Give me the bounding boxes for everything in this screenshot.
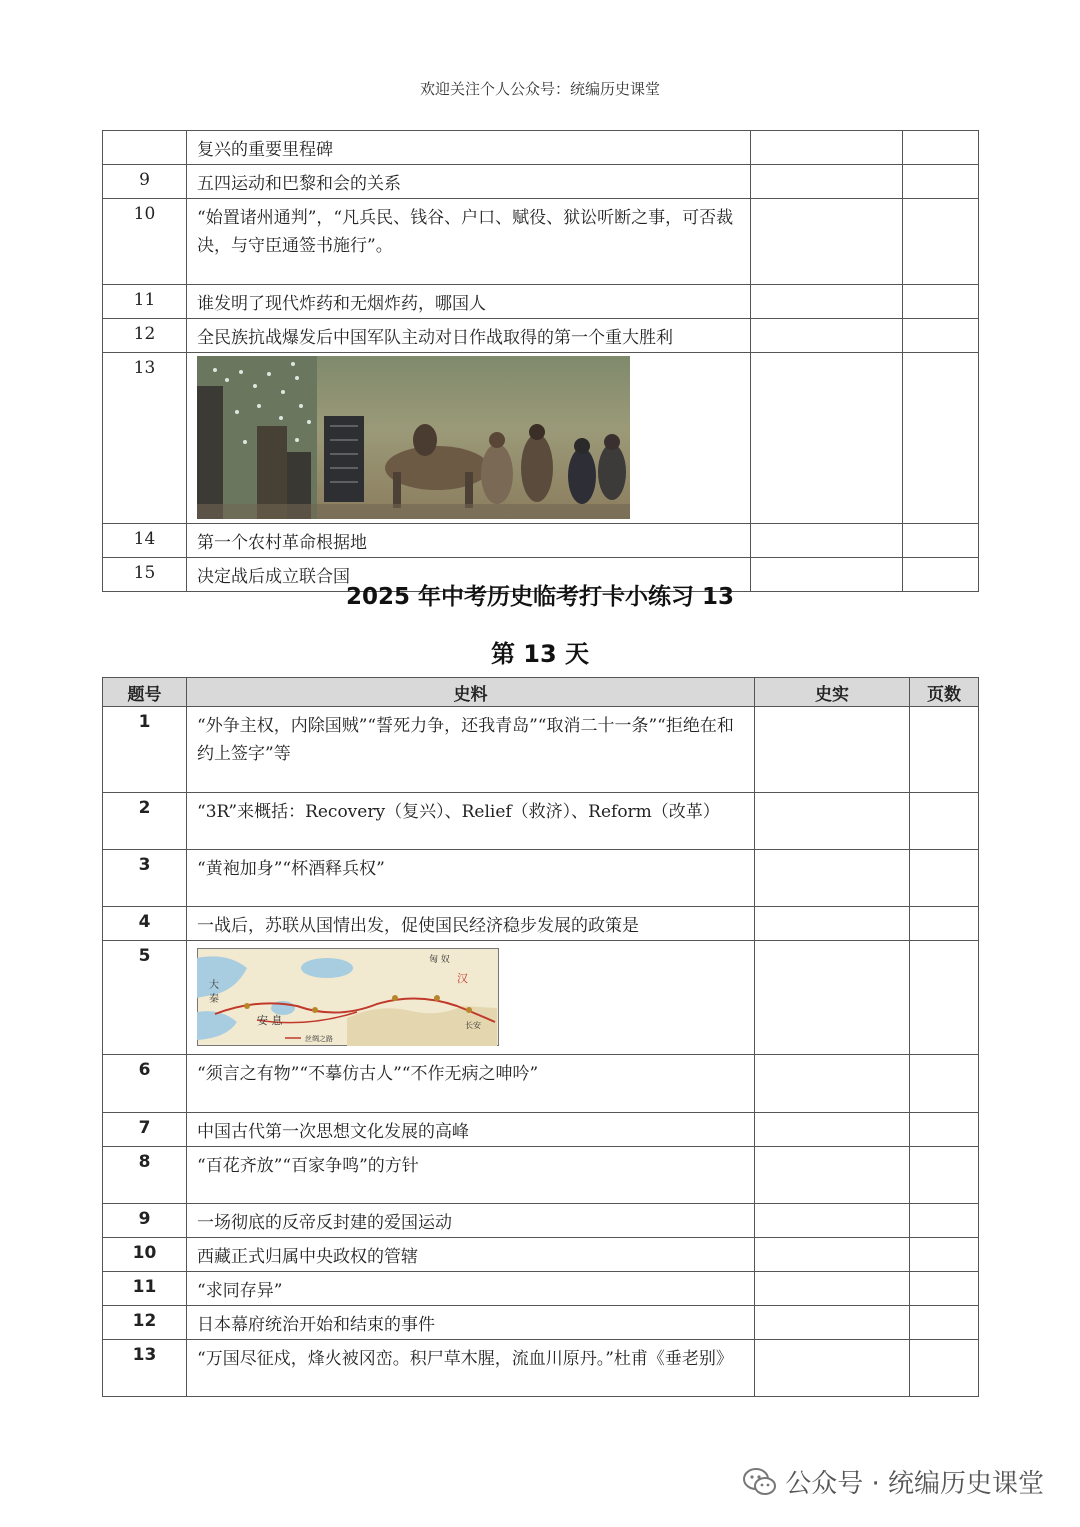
row-source: 中国古代第一次思想文化发展的高峰 xyxy=(187,1113,755,1147)
table-row xyxy=(103,941,979,1055)
row-number: 11 xyxy=(103,1272,187,1306)
row-number: 9 xyxy=(103,1204,187,1238)
map-label-han: 汉 xyxy=(457,972,468,985)
header-page: 页数 xyxy=(910,678,979,707)
table-row xyxy=(103,1055,979,1113)
row-source: “万国尽征戍，烽火被冈峦。积尸草木腥，流血川原丹。”杜甫《垂老别》 xyxy=(187,1340,755,1397)
row-source: “求同存异” xyxy=(187,1272,755,1306)
row-number: 13 xyxy=(103,1340,187,1397)
header-source: 史料 xyxy=(187,678,755,707)
table-row xyxy=(103,1306,979,1340)
fact-cell[interactable] xyxy=(755,1340,910,1397)
map-label-qin: 秦 xyxy=(209,994,219,1005)
table-header-row xyxy=(103,678,979,707)
page-cell[interactable] xyxy=(903,131,979,165)
page-cell[interactable] xyxy=(903,165,979,199)
page-cell[interactable] xyxy=(910,1306,979,1340)
page-cell[interactable] xyxy=(910,1147,979,1204)
page-cell[interactable] xyxy=(910,907,979,941)
page-cell[interactable] xyxy=(903,285,979,319)
page-cell[interactable] xyxy=(903,524,979,558)
table-row xyxy=(103,165,979,199)
row-source: 全民族抗战爆发后中国军队主动对日作战取得的第一个重大胜利 xyxy=(187,319,751,353)
page-cell[interactable] xyxy=(903,319,979,353)
map-label-xiongnu: 匈 奴 xyxy=(429,955,450,965)
row-source: “3R”来概括：Recovery（复兴）、Relief（救济）、Reform（改革） xyxy=(187,793,755,850)
row-number: 7 xyxy=(103,1113,187,1147)
table-row xyxy=(103,524,979,558)
page-cell[interactable] xyxy=(910,1204,979,1238)
footer-watermark xyxy=(743,1463,1044,1500)
table-row xyxy=(103,793,979,850)
table-row xyxy=(103,1238,979,1272)
mural-image xyxy=(197,356,630,519)
map-label-anxi: 安 息 xyxy=(257,1014,283,1027)
fact-cell[interactable] xyxy=(755,1204,910,1238)
fact-cell[interactable] xyxy=(751,524,903,558)
header-note: 欢迎关注个人公众号：统编历史课堂 xyxy=(419,80,660,98)
row-number: 3 xyxy=(103,850,187,907)
row-number: 1 xyxy=(103,707,187,793)
table-row xyxy=(103,907,979,941)
page-cell[interactable] xyxy=(910,1238,979,1272)
row-source xyxy=(187,941,755,1055)
fact-cell[interactable] xyxy=(751,131,903,165)
fact-cell[interactable] xyxy=(751,319,903,353)
table-row xyxy=(103,319,979,353)
fact-cell[interactable] xyxy=(755,1055,910,1113)
page-cell[interactable] xyxy=(910,1055,979,1113)
table-row xyxy=(103,131,979,165)
page-cell[interactable] xyxy=(903,199,979,285)
row-number: 10 xyxy=(103,199,187,285)
fact-cell[interactable] xyxy=(755,1238,910,1272)
row-source: 复兴的重要里程碑 xyxy=(187,131,751,165)
table-row xyxy=(103,285,979,319)
fact-cell[interactable] xyxy=(751,165,903,199)
row-number: 15 xyxy=(103,558,187,592)
fact-cell[interactable] xyxy=(755,793,910,850)
row-source: 一场彻底的反帝反封建的爱国运动 xyxy=(187,1204,755,1238)
page-cell[interactable] xyxy=(910,707,979,793)
row-number: 8 xyxy=(103,1147,187,1204)
fact-cell[interactable] xyxy=(755,1147,910,1204)
row-source: “须言之有物”“不摹仿古人”“不作无病之呻吟” xyxy=(187,1055,755,1113)
fact-cell[interactable] xyxy=(755,907,910,941)
previous-day-table xyxy=(102,130,979,592)
row-source: 西藏正式归属中央政权的管辖 xyxy=(187,1238,755,1272)
row-number: 6 xyxy=(103,1055,187,1113)
page-cell[interactable] xyxy=(910,1272,979,1306)
row-number: 4 xyxy=(103,907,187,941)
row-source: 日本幕府统治开始和结束的事件 xyxy=(187,1306,755,1340)
table-row xyxy=(103,353,979,524)
row-number: 12 xyxy=(103,319,187,353)
fact-cell[interactable] xyxy=(755,1113,910,1147)
fact-cell[interactable] xyxy=(751,285,903,319)
page-cell[interactable] xyxy=(903,353,979,524)
page-cell[interactable] xyxy=(910,941,979,1055)
table-row xyxy=(103,1272,979,1306)
page-cell[interactable] xyxy=(910,1340,979,1397)
map-legend: 丝绸之路 xyxy=(305,1035,333,1043)
silk-road-map xyxy=(197,948,499,1046)
page-cell[interactable] xyxy=(910,1113,979,1147)
row-source: “百花齐放”“百家争鸣”的方针 xyxy=(187,1147,755,1204)
row-number: 10 xyxy=(103,1238,187,1272)
footer-text: 公众号 · 统编历史课堂 xyxy=(785,1469,1044,1499)
header-fact: 史实 xyxy=(755,678,910,707)
fact-cell[interactable] xyxy=(755,941,910,1055)
map-label-da: 大 xyxy=(209,980,219,991)
page-cell[interactable] xyxy=(910,850,979,907)
wechat-icon xyxy=(743,1467,777,1497)
day-13-table xyxy=(102,677,979,1397)
table-row xyxy=(103,1147,979,1204)
table-row xyxy=(103,199,979,285)
row-number: 2 xyxy=(103,793,187,850)
row-source: “黄袍加身”“杯酒释兵权” xyxy=(187,850,755,907)
fact-cell[interactable] xyxy=(755,1272,910,1306)
row-number: 13 xyxy=(103,353,187,524)
row-number: 9 xyxy=(103,165,187,199)
row-number: 14 xyxy=(103,524,187,558)
table-row xyxy=(103,1204,979,1238)
row-source: “外争主权，内除国贼”“誓死力争，还我青岛”“取消二十一条”“拒绝在和约上签字”等 xyxy=(187,707,755,793)
table-row xyxy=(103,850,979,907)
row-source: 谁发明了现代炸药和无烟炸药，哪国人 xyxy=(187,285,751,319)
row-source: 五四运动和巴黎和会的关系 xyxy=(187,165,751,199)
row-source: “始置诸州通判”，“凡兵民、钱谷、户口、赋役、狱讼听断之事，可否裁决，与守臣通签书施行”。 xyxy=(187,199,751,285)
row-number: 5 xyxy=(103,941,187,1055)
fact-cell[interactable] xyxy=(755,1306,910,1340)
row-source: 决定战后成立联合国 xyxy=(187,558,751,592)
map-label-changan: 长安 xyxy=(465,1021,481,1030)
row-source: 一战后，苏联从国情出发，促使国民经济稳步发展的政策是 xyxy=(187,907,755,941)
fact-cell[interactable] xyxy=(751,353,903,524)
table-row xyxy=(103,707,979,793)
row-source xyxy=(187,353,751,524)
header-number: 题号 xyxy=(103,678,187,707)
row-number: 12 xyxy=(103,1306,187,1340)
fact-cell[interactable] xyxy=(755,707,910,793)
fact-cell[interactable] xyxy=(751,199,903,285)
page-cell[interactable] xyxy=(910,793,979,850)
row-number: 11 xyxy=(103,285,187,319)
row-source: 第一个农村革命根据地 xyxy=(187,524,751,558)
main-title: 2025 年中考历史临考打卡小练习 13 xyxy=(345,584,735,610)
day-title: 第 13 天 xyxy=(490,640,590,668)
table-row xyxy=(103,1340,979,1397)
fact-cell[interactable] xyxy=(755,850,910,907)
row-number xyxy=(103,131,187,165)
table-row xyxy=(103,1113,979,1147)
